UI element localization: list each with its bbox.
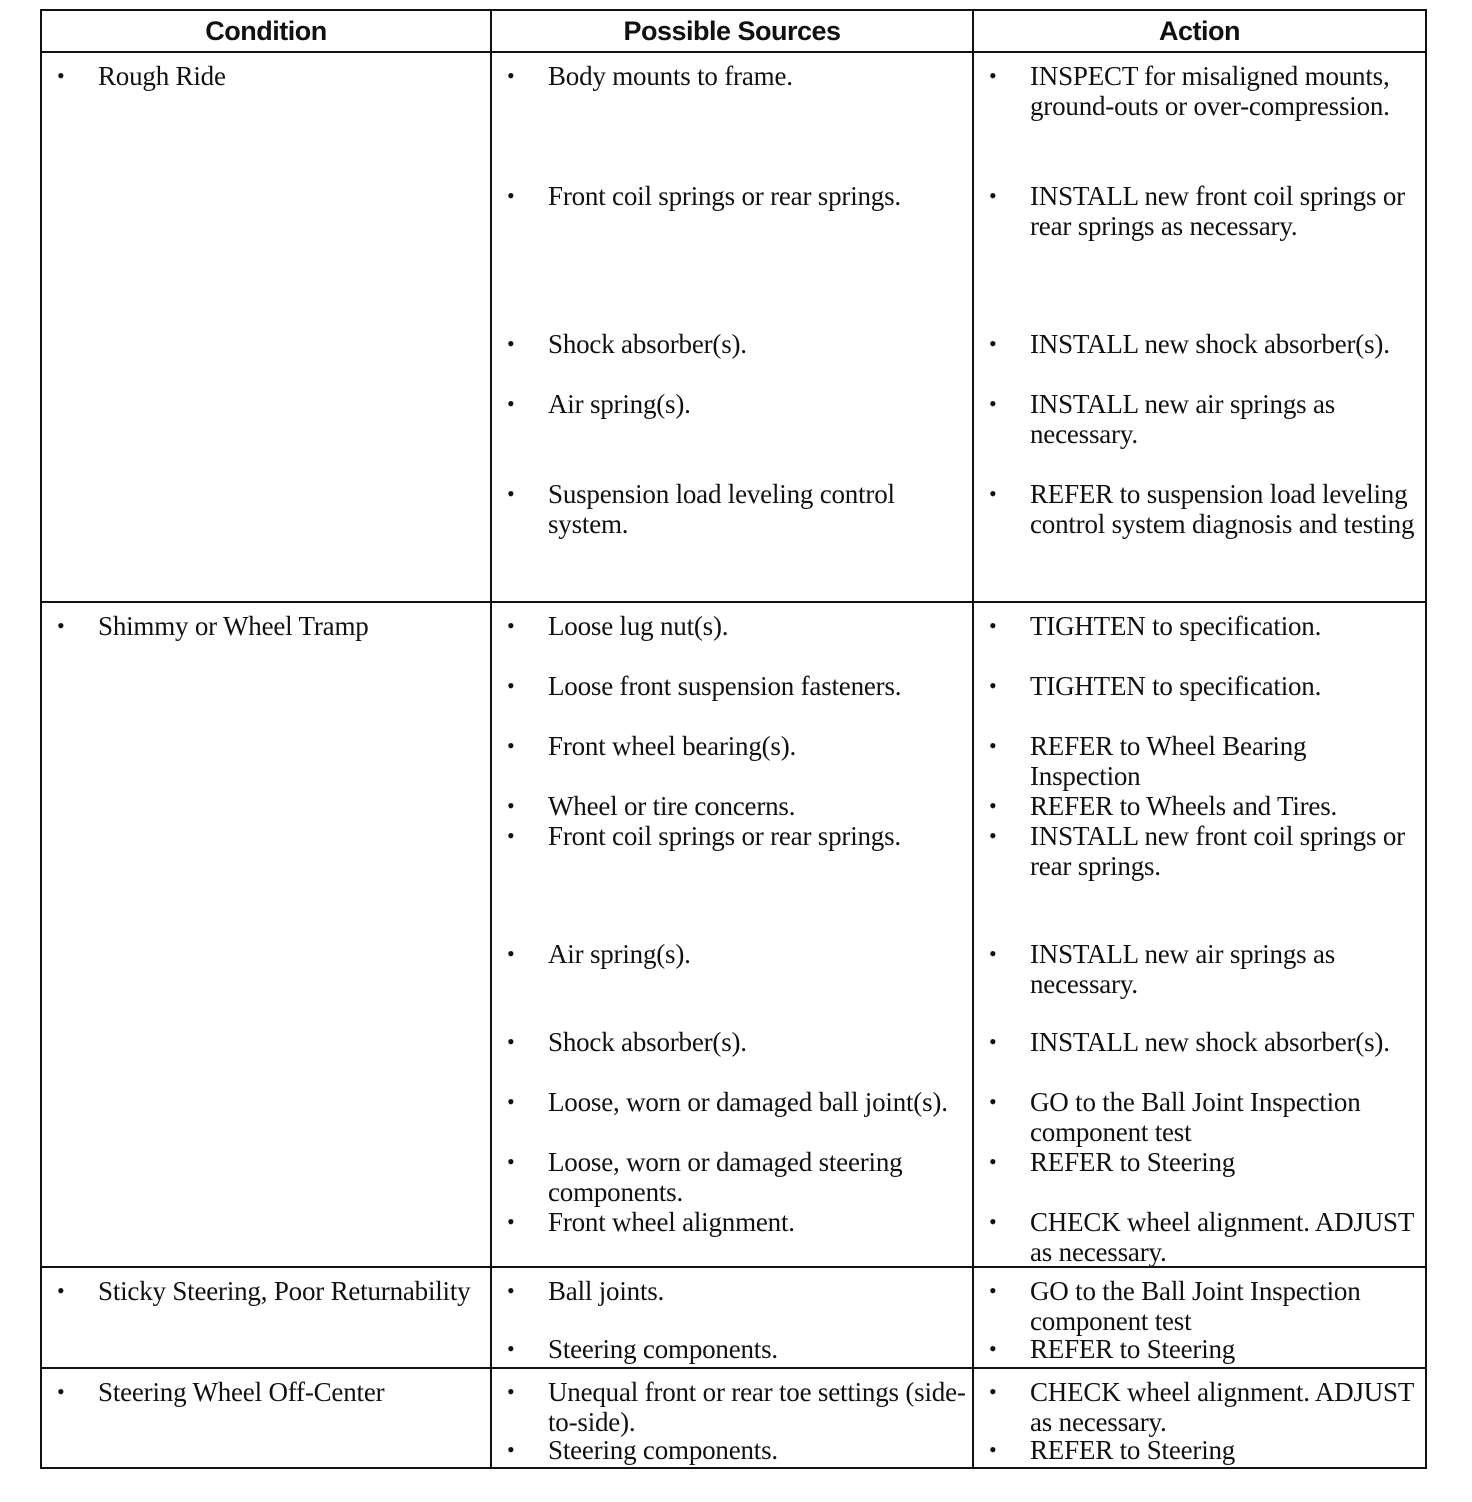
item-text: Unequal front or rear toe settings (side-to-side). <box>548 1377 966 1437</box>
bullet-icon: • <box>989 613 997 638</box>
header-possible-sources: Possible Sources <box>491 10 973 52</box>
source-item <box>492 329 966 359</box>
bullet-icon: • <box>507 673 515 698</box>
bullet-icon: • <box>57 1278 65 1303</box>
source-item <box>492 1377 966 1437</box>
action-item <box>974 61 1419 121</box>
bullet-icon: • <box>57 63 65 88</box>
sources-cell <box>491 602 973 1267</box>
header-action: Action <box>973 10 1426 52</box>
item-text: REFER to Wheel Bearing Inspection <box>1030 731 1307 791</box>
table-row <box>41 1368 1426 1468</box>
action-item <box>974 1147 1419 1177</box>
bullet-icon: • <box>507 1089 515 1114</box>
item-text: REFER to Wheels and Tires. <box>1030 791 1338 821</box>
item-text: TIGHTEN to specification. <box>1030 671 1322 701</box>
action-item <box>974 1207 1419 1267</box>
item-text: REFER to Steering <box>1030 1147 1236 1177</box>
sources-cell <box>491 1368 973 1468</box>
condition-cell <box>41 1267 491 1368</box>
sources-cell <box>491 1267 973 1368</box>
bullet-icon: • <box>507 1209 515 1234</box>
item-text: CHECK wheel alignment. ADJUST as necessary. <box>1030 1207 1414 1267</box>
source-item <box>492 181 966 211</box>
source-item <box>492 1435 966 1465</box>
item-text: Suspension load leveling control system. <box>548 479 895 539</box>
item-text: TIGHTEN to specification. <box>1030 611 1322 641</box>
bullet-icon: • <box>989 793 997 818</box>
bullet-icon: • <box>507 1278 515 1303</box>
source-item <box>492 61 966 91</box>
action-item <box>974 329 1419 359</box>
item-text: REFER to Steering <box>1030 1435 1236 1465</box>
item-text: Loose front suspension fasteners. <box>548 671 902 701</box>
action-item <box>974 1435 1419 1465</box>
bullet-icon: • <box>989 941 997 966</box>
source-item <box>492 731 966 761</box>
item-text: Steering Wheel Off-Center <box>98 1377 385 1407</box>
source-item <box>492 611 966 641</box>
source-item <box>492 1334 966 1364</box>
item-text: GO to the Ball Joint Inspection component test <box>1030 1276 1361 1336</box>
item-text: Shock absorber(s). <box>548 329 747 359</box>
table-row <box>41 602 1426 1267</box>
bullet-icon: • <box>989 1437 997 1462</box>
condition-item <box>42 61 484 91</box>
header-row <box>41 10 1426 52</box>
action-item <box>974 1087 1419 1147</box>
bullet-icon: • <box>507 1437 515 1462</box>
bullet-icon: • <box>989 1089 997 1114</box>
action-item <box>974 181 1419 241</box>
bullet-icon: • <box>989 1029 997 1054</box>
item-text: Front coil springs or rear springs. <box>548 181 901 211</box>
source-item <box>492 939 966 969</box>
bullet-icon: • <box>989 1209 997 1234</box>
item-text: INSTALL new air springs as necessary. <box>1030 939 1336 999</box>
source-item <box>492 1147 966 1207</box>
action-item <box>974 939 1419 999</box>
action-item <box>974 1276 1419 1336</box>
item-text: Air spring(s). <box>548 939 691 969</box>
action-item <box>974 1334 1419 1364</box>
bullet-icon: • <box>507 823 515 848</box>
bullet-icon: • <box>507 63 515 88</box>
actions-cell <box>973 52 1426 602</box>
bullet-icon: • <box>507 331 515 356</box>
bullet-icon: • <box>57 1379 65 1404</box>
action-item <box>974 731 1419 791</box>
condition-cell <box>41 1368 491 1468</box>
source-item <box>492 1276 966 1306</box>
bullet-icon: • <box>989 673 997 698</box>
item-text: CHECK wheel alignment. ADJUST as necessary. <box>1030 1377 1414 1437</box>
item-text: INSTALL new air springs as necessary. <box>1030 389 1336 449</box>
action-item <box>974 821 1419 881</box>
source-item <box>492 1027 966 1057</box>
item-text: Front wheel bearing(s). <box>548 731 797 761</box>
bullet-icon: • <box>507 1029 515 1054</box>
action-item <box>974 1027 1419 1057</box>
condition-item <box>42 611 484 641</box>
item-text: Loose lug nut(s). <box>548 611 729 641</box>
source-item <box>492 821 966 851</box>
action-item <box>974 611 1419 641</box>
item-text: Steering components. <box>548 1435 778 1465</box>
condition-cell <box>41 602 491 1267</box>
source-item <box>492 1207 966 1237</box>
item-text: Front wheel alignment. <box>548 1207 795 1237</box>
bullet-icon: • <box>507 1379 515 1404</box>
item-text: Body mounts to frame. <box>548 61 793 91</box>
action-item <box>974 791 1419 821</box>
source-item <box>492 1087 966 1117</box>
table-row <box>41 52 1426 602</box>
bullet-icon: • <box>989 481 997 506</box>
item-text: REFER to Steering <box>1030 1334 1236 1364</box>
condition-item <box>42 1276 484 1306</box>
bullet-icon: • <box>507 391 515 416</box>
bullet-icon: • <box>989 1336 997 1361</box>
source-item <box>492 671 966 701</box>
bullet-icon: • <box>989 1149 997 1174</box>
bullet-icon: • <box>989 63 997 88</box>
source-item <box>492 389 966 419</box>
item-text: Wheel or tire concerns. <box>548 791 796 821</box>
bullet-icon: • <box>507 941 515 966</box>
source-item <box>492 791 966 821</box>
item-text: Ball joints. <box>548 1276 665 1306</box>
item-text: INSTALL new shock absorber(s). <box>1030 1027 1390 1057</box>
item-text: Rough Ride <box>98 61 226 91</box>
bullet-icon: • <box>57 613 65 638</box>
item-text: INSTALL new shock absorber(s). <box>1030 329 1390 359</box>
item-text: Loose, worn or damaged steering components. <box>548 1147 903 1207</box>
item-text: INSPECT for misaligned mounts, ground-outs or over-compression. <box>1030 61 1390 121</box>
item-text: Shimmy or Wheel Tramp <box>98 611 369 641</box>
bullet-icon: • <box>507 1336 515 1361</box>
actions-cell <box>973 1267 1426 1368</box>
action-item <box>974 479 1419 539</box>
bullet-icon: • <box>989 733 997 758</box>
source-item <box>492 479 966 539</box>
item-text: Front coil springs or rear springs. <box>548 821 901 851</box>
item-text: INSTALL new front coil springs or rear springs as necessary. <box>1030 181 1405 241</box>
diagnosis-table <box>40 9 1427 1469</box>
bullet-icon: • <box>989 823 997 848</box>
bullet-icon: • <box>989 1379 997 1404</box>
actions-cell <box>973 1368 1426 1468</box>
bullet-icon: • <box>989 183 997 208</box>
sources-cell <box>491 52 973 602</box>
bullet-icon: • <box>989 1278 997 1303</box>
action-item <box>974 671 1419 701</box>
header-condition: Condition <box>41 10 491 52</box>
action-item <box>974 1377 1419 1437</box>
condition-item <box>42 1377 484 1407</box>
item-text: Sticky Steering, Poor Returnability <box>98 1276 471 1306</box>
bullet-icon: • <box>507 613 515 638</box>
condition-cell <box>41 52 491 602</box>
item-text: Steering components. <box>548 1334 778 1364</box>
item-text: Air spring(s). <box>548 389 691 419</box>
bullet-icon: • <box>507 793 515 818</box>
bullet-icon: • <box>507 1149 515 1174</box>
bullet-icon: • <box>507 481 515 506</box>
item-text: Shock absorber(s). <box>548 1027 747 1057</box>
table-row <box>41 1267 1426 1368</box>
action-item <box>974 389 1419 449</box>
item-text: REFER to suspension load leveling control system diagnosis and testing <box>1030 479 1415 539</box>
item-text: GO to the Ball Joint Inspection component test <box>1030 1087 1361 1147</box>
item-text: Loose, worn or damaged ball joint(s). <box>548 1087 948 1117</box>
bullet-icon: • <box>507 183 515 208</box>
actions-cell <box>973 602 1426 1267</box>
bullet-icon: • <box>989 391 997 416</box>
bullet-icon: • <box>989 331 997 356</box>
bullet-icon: • <box>507 733 515 758</box>
item-text: INSTALL new front coil springs or rear springs. <box>1030 821 1405 881</box>
